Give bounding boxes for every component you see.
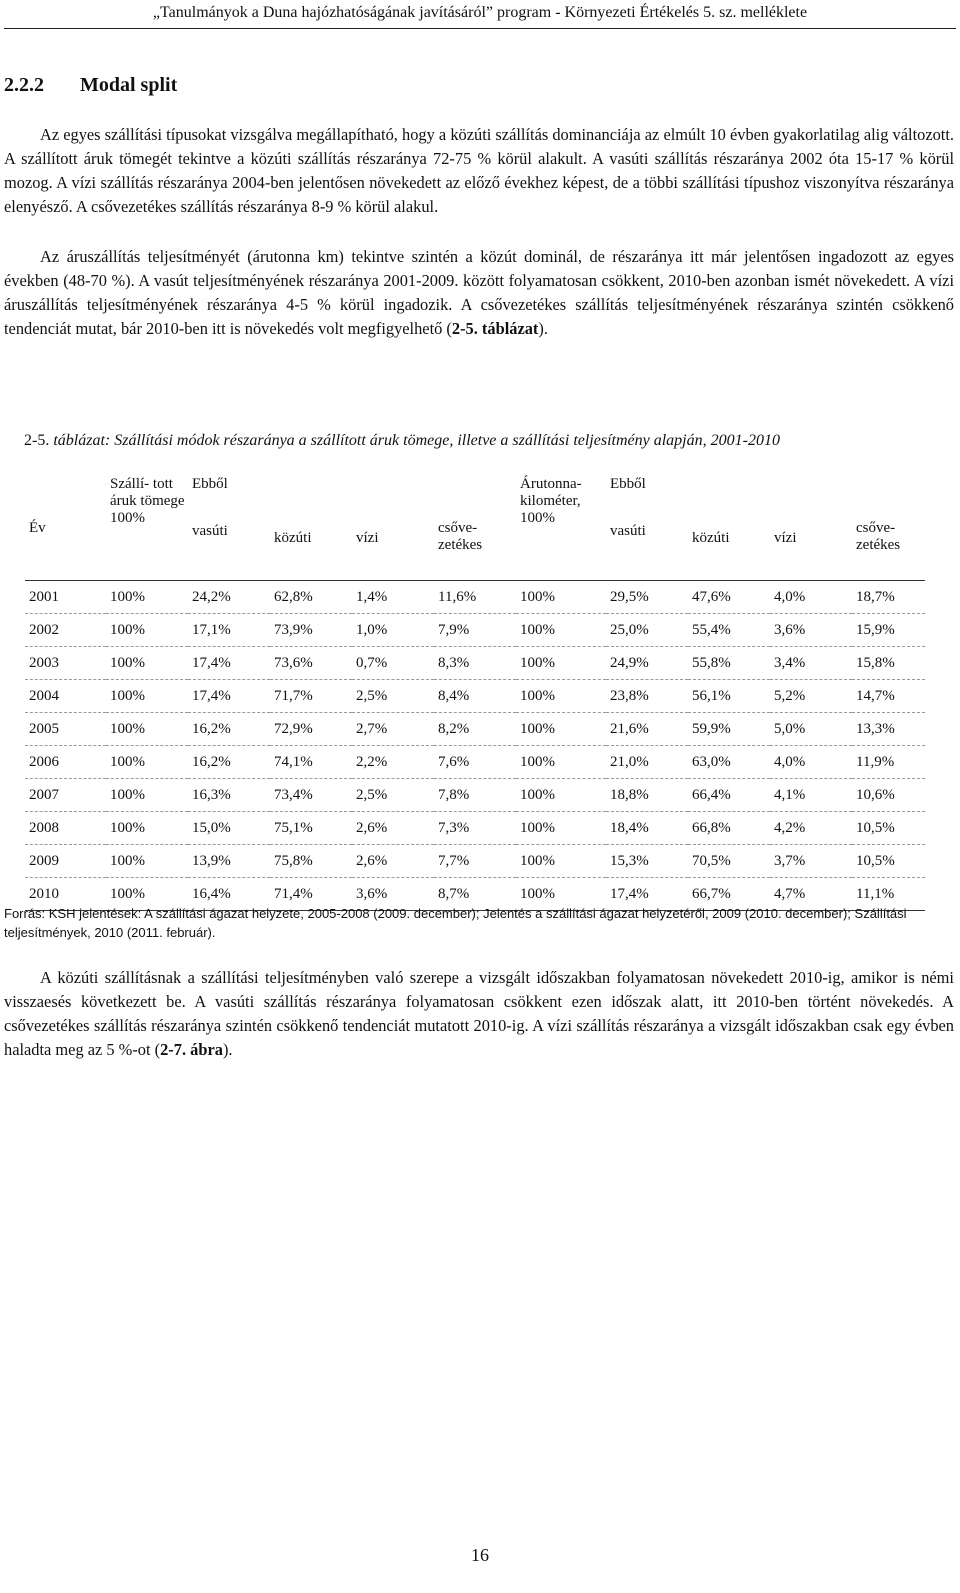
cell-tkm-vasuti: 18,4% <box>606 812 688 845</box>
cell-tkm-total: 100% <box>516 614 606 647</box>
cell-tkm-total: 100% <box>516 713 606 746</box>
header-mass-total: Szállí- tott áruk tömege 100% <box>110 476 185 526</box>
cell-tkm-total: 100% <box>516 779 606 812</box>
section-heading <box>4 74 177 97</box>
cell-mass-csovezetekes: 8,3% <box>434 647 516 680</box>
header-csovezetekes-2: csővezetékes <box>856 520 901 553</box>
header-vizi-cell <box>352 476 434 581</box>
cell-mass-vasuti: 16,2% <box>188 746 270 779</box>
header-ebbol-2: Ebből <box>610 476 646 492</box>
cell-tkm-csovezetekes: 18,7% <box>852 581 925 614</box>
cell-tkm-kozuti: 70,5% <box>688 845 770 878</box>
cell-mass-csovezetekes: 7,7% <box>434 845 516 878</box>
cell-tkm-csovezetekes: 10,6% <box>852 779 925 812</box>
cell-tkm-total: 100% <box>516 878 606 911</box>
cell-mass-vasuti: 15,0% <box>188 812 270 845</box>
cell-mass-vizi: 1,0% <box>352 614 434 647</box>
cell-mass-kozuti: 73,4% <box>270 779 352 812</box>
cell-tkm-csovezetekes: 15,9% <box>852 614 925 647</box>
cell-mass-vizi: 2,6% <box>352 845 434 878</box>
cell-year: 2007 <box>25 779 106 812</box>
running-header: „Tanulmányok a Duna hajózhatóságának javításáról” program - Környezeti Értékelés 5. sz. melléklete <box>152 4 808 21</box>
cell-year: 2010 <box>25 878 106 911</box>
header-vasuti: vasúti <box>192 523 228 539</box>
table-row <box>25 845 925 878</box>
header-mass-breakdown <box>188 476 270 581</box>
header-divider <box>4 28 956 29</box>
cell-year: 2002 <box>25 614 106 647</box>
cell-mass-vizi: 3,6% <box>352 878 434 911</box>
header-kozuti-cell <box>270 476 352 581</box>
table-row <box>25 680 925 713</box>
cell-mass-kozuti: 73,9% <box>270 614 352 647</box>
cell-tkm-kozuti: 66,4% <box>688 779 770 812</box>
cell-mass-vizi: 0,7% <box>352 647 434 680</box>
cell-tkm-kozuti: 47,6% <box>688 581 770 614</box>
cell-tkm-vasuti: 17,4% <box>606 878 688 911</box>
header-kozuti: közúti <box>274 530 312 546</box>
cell-tkm-csovezetekes: 15,8% <box>852 647 925 680</box>
header-vizi-2-cell <box>770 476 852 581</box>
paragraph-road-role <box>4 966 954 1062</box>
cell-mass-vizi: 1,4% <box>352 581 434 614</box>
cell-year: 2004 <box>25 680 106 713</box>
table-caption-text: táblázat: Szállítási módok részaránya a szállított áruk tömege, illetve a szállítási teljesítmény alapján, 2001-2010 <box>53 432 780 449</box>
cell-mass-csovezetekes: 7,6% <box>434 746 516 779</box>
cell-mass-total: 100% <box>106 779 188 812</box>
table-row <box>25 746 925 779</box>
cell-tkm-total: 100% <box>516 845 606 878</box>
cell-tkm-csovezetekes: 13,3% <box>852 713 925 746</box>
table-row <box>25 614 925 647</box>
cell-tkm-vizi: 3,4% <box>770 647 852 680</box>
cell-mass-csovezetekes: 8,7% <box>434 878 516 911</box>
cell-mass-vasuti: 16,3% <box>188 779 270 812</box>
cell-mass-total: 100% <box>106 713 188 746</box>
cell-tkm-kozuti: 55,4% <box>688 614 770 647</box>
cell-tkm-kozuti: 66,8% <box>688 812 770 845</box>
cell-mass-vasuti: 16,2% <box>188 713 270 746</box>
paragraph-modal-split-mass: Az egyes szállítási típusokat vizsgálva megállapítható, hogy a közúti szállítás dominanciája az elmúlt 10 évben gyakorlatilag alig változott. A szállított áruk tömegét tekintve a közúti szállítás részaránya 72-75 % körül alakult. A vasúti szállítás részaránya 2002 óta 15-17 % körül mozog. A vízi szállítás részaránya 2004-ben jelentősen növekedett az előző évekhez képest, de a többi szállítási típushoz viszonyítva részaránya elenyésző. A csővezetékes szállítás részaránya 8-9 % körül alakul. <box>4 125 954 216</box>
cell-tkm-vasuti: 15,3% <box>606 845 688 878</box>
cell-mass-kozuti: 72,9% <box>270 713 352 746</box>
cell-mass-csovezetekes: 7,3% <box>434 812 516 845</box>
cell-tkm-total: 100% <box>516 647 606 680</box>
cell-mass-csovezetekes: 7,9% <box>434 614 516 647</box>
cell-tkm-kozuti: 56,1% <box>688 680 770 713</box>
cell-mass-csovezetekes: 7,8% <box>434 779 516 812</box>
cell-mass-vasuti: 17,4% <box>188 680 270 713</box>
cell-mass-total: 100% <box>106 680 188 713</box>
header-tkm-total: Árutonnakilométer, 100% <box>520 476 582 526</box>
section-title: Modal split <box>80 74 178 96</box>
cell-mass-kozuti: 74,1% <box>270 746 352 779</box>
paragraph-modal-split-performance <box>4 245 954 341</box>
cell-mass-total: 100% <box>106 746 188 779</box>
cell-tkm-total: 100% <box>516 812 606 845</box>
cell-tkm-vizi: 4,2% <box>770 812 852 845</box>
cell-mass-kozuti: 71,7% <box>270 680 352 713</box>
cell-mass-vasuti: 24,2% <box>188 581 270 614</box>
cell-tkm-vasuti: 21,0% <box>606 746 688 779</box>
header-year: Év <box>29 519 46 536</box>
page-number: 16 <box>471 1545 489 1565</box>
cell-tkm-vizi: 4,0% <box>770 746 852 779</box>
header-csovez-cell <box>434 476 516 581</box>
cell-tkm-vasuti: 25,0% <box>606 614 688 647</box>
cell-mass-total: 100% <box>106 647 188 680</box>
cell-mass-kozuti: 73,6% <box>270 647 352 680</box>
cell-mass-vasuti: 13,9% <box>188 845 270 878</box>
cell-mass-vizi: 2,5% <box>352 779 434 812</box>
cell-mass-kozuti: 62,8% <box>270 581 352 614</box>
cell-year: 2003 <box>25 647 106 680</box>
cell-tkm-vizi: 5,0% <box>770 713 852 746</box>
cell-tkm-total: 100% <box>516 680 606 713</box>
table-row <box>25 647 925 680</box>
cell-tkm-csovezetekes: 11,9% <box>852 746 925 779</box>
cell-year: 2009 <box>25 845 106 878</box>
cell-tkm-total: 100% <box>516 746 606 779</box>
section-number: 2.2.2 <box>4 74 44 96</box>
header-kozuti-2: közúti <box>692 530 730 546</box>
cell-mass-vasuti: 17,1% <box>188 614 270 647</box>
header-csovez-2-cell <box>852 476 925 581</box>
cell-tkm-vasuti: 23,8% <box>606 680 688 713</box>
cell-tkm-vizi: 5,2% <box>770 680 852 713</box>
cell-tkm-vasuti: 29,5% <box>606 581 688 614</box>
header-vizi: vízi <box>356 530 379 546</box>
cell-mass-vasuti: 16,4% <box>188 878 270 911</box>
cell-tkm-csovezetekes: 14,7% <box>852 680 925 713</box>
cell-mass-total: 100% <box>106 812 188 845</box>
header-vasuti-2: vasúti <box>610 523 646 539</box>
table-row <box>25 779 925 812</box>
cell-year: 2008 <box>25 812 106 845</box>
cell-tkm-vasuti: 21,6% <box>606 713 688 746</box>
cell-year: 2005 <box>25 713 106 746</box>
cell-mass-total: 100% <box>106 614 188 647</box>
cell-tkm-vizi: 3,7% <box>770 845 852 878</box>
table-body <box>25 581 925 911</box>
cell-tkm-kozuti: 59,9% <box>688 713 770 746</box>
cell-tkm-vasuti: 24,9% <box>606 647 688 680</box>
cell-tkm-kozuti: 66,7% <box>688 878 770 911</box>
cell-mass-vasuti: 17,4% <box>188 647 270 680</box>
paragraph-end: ). <box>538 319 548 338</box>
cell-mass-vizi: 2,2% <box>352 746 434 779</box>
cell-tkm-vizi: 3,6% <box>770 614 852 647</box>
cell-year: 2001 <box>25 581 106 614</box>
cell-mass-total: 100% <box>106 845 188 878</box>
header-ebbol: Ebből <box>192 476 228 492</box>
cell-mass-total: 100% <box>106 878 188 911</box>
paragraph-text: Az áruszállítás teljesítményét (árutonna km) tekintve szintén a közút dominál, de részaránya itt már jelentősen ingadozott az egyes években (48-70 %). A vasút teljesítményének részaránya 2001-2009. között folyamatosan csökkent, 2010-ben azonban ismét növekedett. A vízi áruszállítás teljesítményének részaránya 4-5 % körül ingadozik. A csővezetékes szállítás teljesítményének részaránya szintén csökkenő tendenciát mutat, bár 2010-ben itt is növekedés volt megfigyelhető ( <box>4 247 954 338</box>
table-header-row <box>25 476 925 581</box>
paragraph-end: ). <box>222 1040 233 1059</box>
cell-mass-vizi: 2,7% <box>352 713 434 746</box>
cell-tkm-vizi: 4,1% <box>770 779 852 812</box>
cell-mass-total: 100% <box>106 581 188 614</box>
paragraph-text: A közúti szállításnak a szállítási teljesítményben való szerepe a vizsgált időszakban folyamatosan növekedett 2010-ig, amikor is némi visszaesés következett be. A vasúti szállítás részaránya folyamatosan csökkent ezen időszak alatt, itt 2010-ben történt növekedés. A csővezetékes szállítás részaránya szintén csökkenő tendenciát mutatott 2010-ig. A vízi szállítás részaránya a vizsgált időszakban csak egy évben haladta meg az 5 %-ot ( <box>4 968 954 1059</box>
cell-tkm-csovezetekes: 10,5% <box>852 845 925 878</box>
table-caption-number: 2-5. <box>24 432 54 449</box>
cell-tkm-kozuti: 63,0% <box>688 746 770 779</box>
figure-reference: 2-7. ábra <box>160 1040 223 1059</box>
table-row <box>25 812 925 845</box>
cell-mass-csovezetekes: 8,4% <box>434 680 516 713</box>
cell-year: 2006 <box>25 746 106 779</box>
cell-mass-vizi: 2,6% <box>352 812 434 845</box>
cell-tkm-vizi: 4,0% <box>770 581 852 614</box>
table-source-note: Forrás: KSH jelentések: A szállítási ágazat helyzete, 2005-2008 (2009. december); Jelentés a szállítási ágazat helyzetéről, 2009 (2010. december); Szállítási teljesítmények, 2010 (2011. február). <box>4 906 907 940</box>
cell-tkm-csovezetekes: 11,1% <box>852 878 925 911</box>
cell-mass-vizi: 2,5% <box>352 680 434 713</box>
table-row <box>25 713 925 746</box>
header-vizi-2: vízi <box>774 530 797 546</box>
cell-mass-kozuti: 71,4% <box>270 878 352 911</box>
cell-mass-csovezetekes: 11,6% <box>434 581 516 614</box>
header-kozuti-2-cell <box>688 476 770 581</box>
cell-tkm-total: 100% <box>516 581 606 614</box>
header-csovezetekes: csővezetékes <box>438 520 483 553</box>
table-row <box>25 581 925 614</box>
cell-mass-kozuti: 75,8% <box>270 845 352 878</box>
cell-mass-csovezetekes: 8,2% <box>434 713 516 746</box>
cell-tkm-csovezetekes: 10,5% <box>852 812 925 845</box>
modal-split-table <box>25 476 925 911</box>
header-tkm-breakdown <box>606 476 688 581</box>
table-caption <box>24 432 780 450</box>
cell-mass-kozuti: 75,1% <box>270 812 352 845</box>
cell-tkm-kozuti: 55,8% <box>688 647 770 680</box>
cell-tkm-vasuti: 18,8% <box>606 779 688 812</box>
cell-tkm-vizi: 4,7% <box>770 878 852 911</box>
table-reference: 2-5. táblázat <box>451 319 539 338</box>
